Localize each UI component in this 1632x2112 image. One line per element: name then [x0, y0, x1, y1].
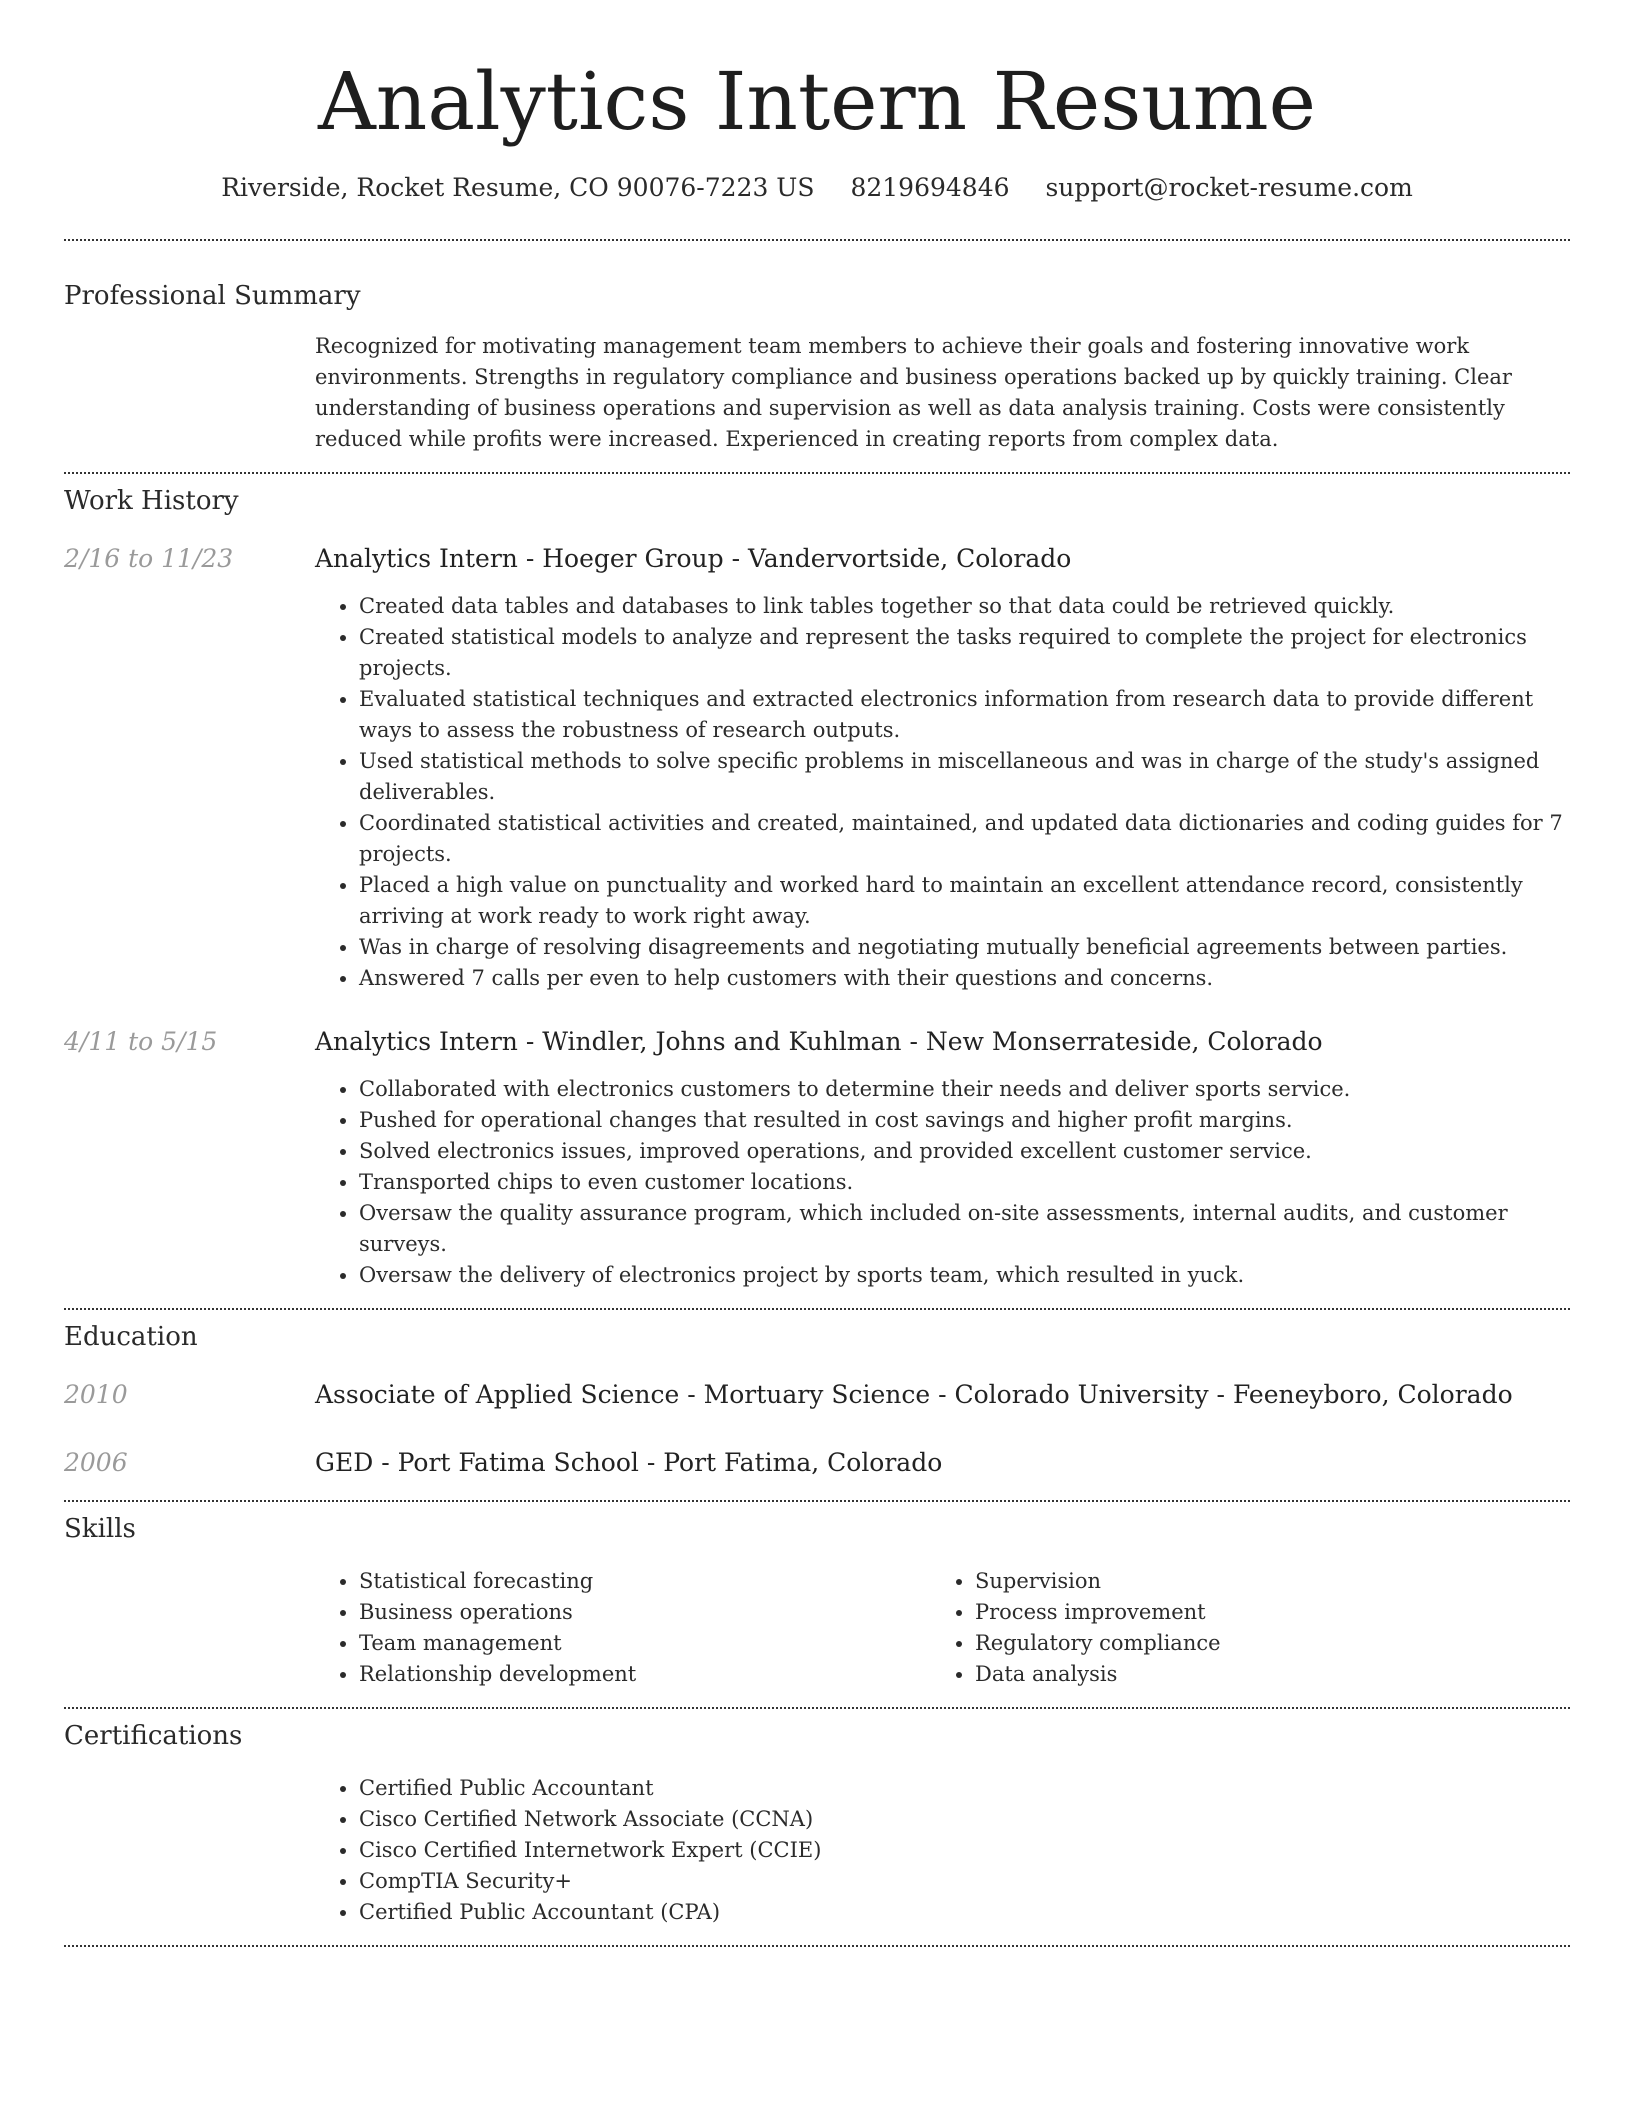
list-item: • Certified Public Accountant [359, 1773, 1570, 1804]
list-item: • Supervision [975, 1566, 1547, 1597]
skills-left-list [315, 1566, 931, 1690]
section-divider [64, 239, 1570, 241]
list-item: • Cisco Certified Internetwork Expert (CCIE) [359, 1835, 1570, 1866]
list-item: • Created data tables and databases to link tables together so that data could be retrieved quickly. [359, 591, 1570, 622]
work-history-section [64, 484, 1570, 1291]
contact-email: support@rocket-resume.com [1045, 173, 1413, 202]
list-item: • Cisco Certified Network Associate (CCNA) [359, 1804, 1570, 1835]
section-divider [64, 472, 1570, 474]
education-title: GED - Port Fatima School - Port Fatima, Colorado [315, 1448, 943, 1477]
list-item: • Process improvement [975, 1597, 1547, 1628]
education-entry [64, 1446, 1570, 1480]
resume-page [64, 0, 1570, 1947]
section-divider [64, 1500, 1570, 1502]
list-item: • Data analysis [975, 1659, 1547, 1690]
list-item: • Placed a high value on punctuality and worked hard to maintain an excellent attendance record, consistently arriving at work ready to work right away. [359, 870, 1570, 932]
job-bullets [315, 1074, 1570, 1291]
job-entry [64, 1025, 1570, 1291]
education-entry [64, 1378, 1570, 1412]
list-item: • Created statistical models to analyze and represent the tasks required to complete the project for electronics projects. [359, 622, 1570, 684]
job-dates: 4/11 to 5/15 [64, 1027, 218, 1056]
work-history-heading: Work History [64, 486, 239, 516]
certifications-heading: Certifications [64, 1721, 243, 1751]
contact-phone: 8219694846 [850, 173, 1010, 202]
list-item: • Business operations [359, 1597, 931, 1628]
contact-line [64, 170, 1570, 206]
job-dates: 2/16 to 11/23 [64, 544, 234, 573]
job-entry [64, 542, 1570, 994]
skills-heading: Skills [64, 1514, 136, 1544]
job-bullets [315, 591, 1570, 994]
section-divider [64, 1707, 1570, 1709]
section-divider [64, 1945, 1570, 1947]
job-title: Analytics Intern - Windler, Johns and Kuhlman - New Monserrateside, Colorado [315, 1027, 1323, 1056]
list-item: • CompTIA Security+ [359, 1866, 1570, 1897]
list-item: • Coordinated statistical activities and created, maintained, and updated data dictionaries and coding guides for 7 projects. [359, 808, 1570, 870]
summary-section [64, 279, 1570, 455]
list-item: • Transported chips to even customer locations. [359, 1167, 1570, 1198]
skills-right-list [931, 1566, 1547, 1690]
resume-title: Analytics Intern Resume [318, 55, 1316, 148]
skills-section [64, 1512, 1570, 1690]
list-item: • Statistical forecasting [359, 1566, 931, 1597]
list-item: • Used statistical methods to solve specific problems in miscellaneous and was in charge of the study's assigned deliverables. [359, 746, 1570, 808]
list-item: • Oversaw the quality assurance program, which included on-site assessments, internal audits, and customer surveys. [359, 1198, 1570, 1260]
section-divider [64, 1308, 1570, 1310]
list-item: • Evaluated statistical techniques and extracted electronics information from research data to provide different ways to assess the robustness of research outputs. [359, 684, 1570, 746]
summary-text: Recognized for motivating management team members to achieve their goals and fostering innovative work environments. Strengths in regulatory compliance and business operations backed up by quickly training. Clear understanding of business operations and supervision as well as data analysis training. Costs were consistently reduced while profits were increased. Experienced in creating reports from complex data. [315, 334, 1512, 451]
list-item: • Relationship development [359, 1659, 931, 1690]
contact-address: Riverside, Rocket Resume, CO 90076-7223 US [221, 173, 815, 202]
certifications-section [64, 1719, 1570, 1928]
education-year: 2006 [64, 1448, 128, 1477]
list-item: • Answered 7 calls per even to help customers with their questions and concerns. [359, 963, 1570, 994]
education-section [64, 1320, 1570, 1480]
list-item: • Oversaw the delivery of electronics project by sports team, which resulted in yuck. [359, 1260, 1570, 1291]
list-item: • Collaborated with electronics customers to determine their needs and deliver sports service. [359, 1074, 1570, 1105]
certifications-list [315, 1773, 1570, 1928]
list-item: • Team management [359, 1628, 931, 1659]
education-year: 2010 [64, 1380, 128, 1409]
list-item: • Solved electronics issues, improved operations, and provided excellent customer service. [359, 1136, 1570, 1167]
list-item: • Certified Public Accountant (CPA) [359, 1897, 1570, 1928]
summary-heading: Professional Summary [64, 281, 361, 311]
job-title: Analytics Intern - Hoeger Group - Vandervortside, Colorado [315, 544, 1072, 573]
list-item: • Was in charge of resolving disagreements and negotiating mutually beneficial agreements between parties. [359, 932, 1570, 963]
education-title: Associate of Applied Science - Mortuary Science - Colorado University - Feeneyboro, Colorado [315, 1380, 1513, 1409]
list-item: • Pushed for operational changes that resulted in cost savings and higher profit margins. [359, 1105, 1570, 1136]
list-item: • Regulatory compliance [975, 1628, 1547, 1659]
education-heading: Education [64, 1322, 198, 1352]
skills-columns [315, 1566, 1570, 1690]
